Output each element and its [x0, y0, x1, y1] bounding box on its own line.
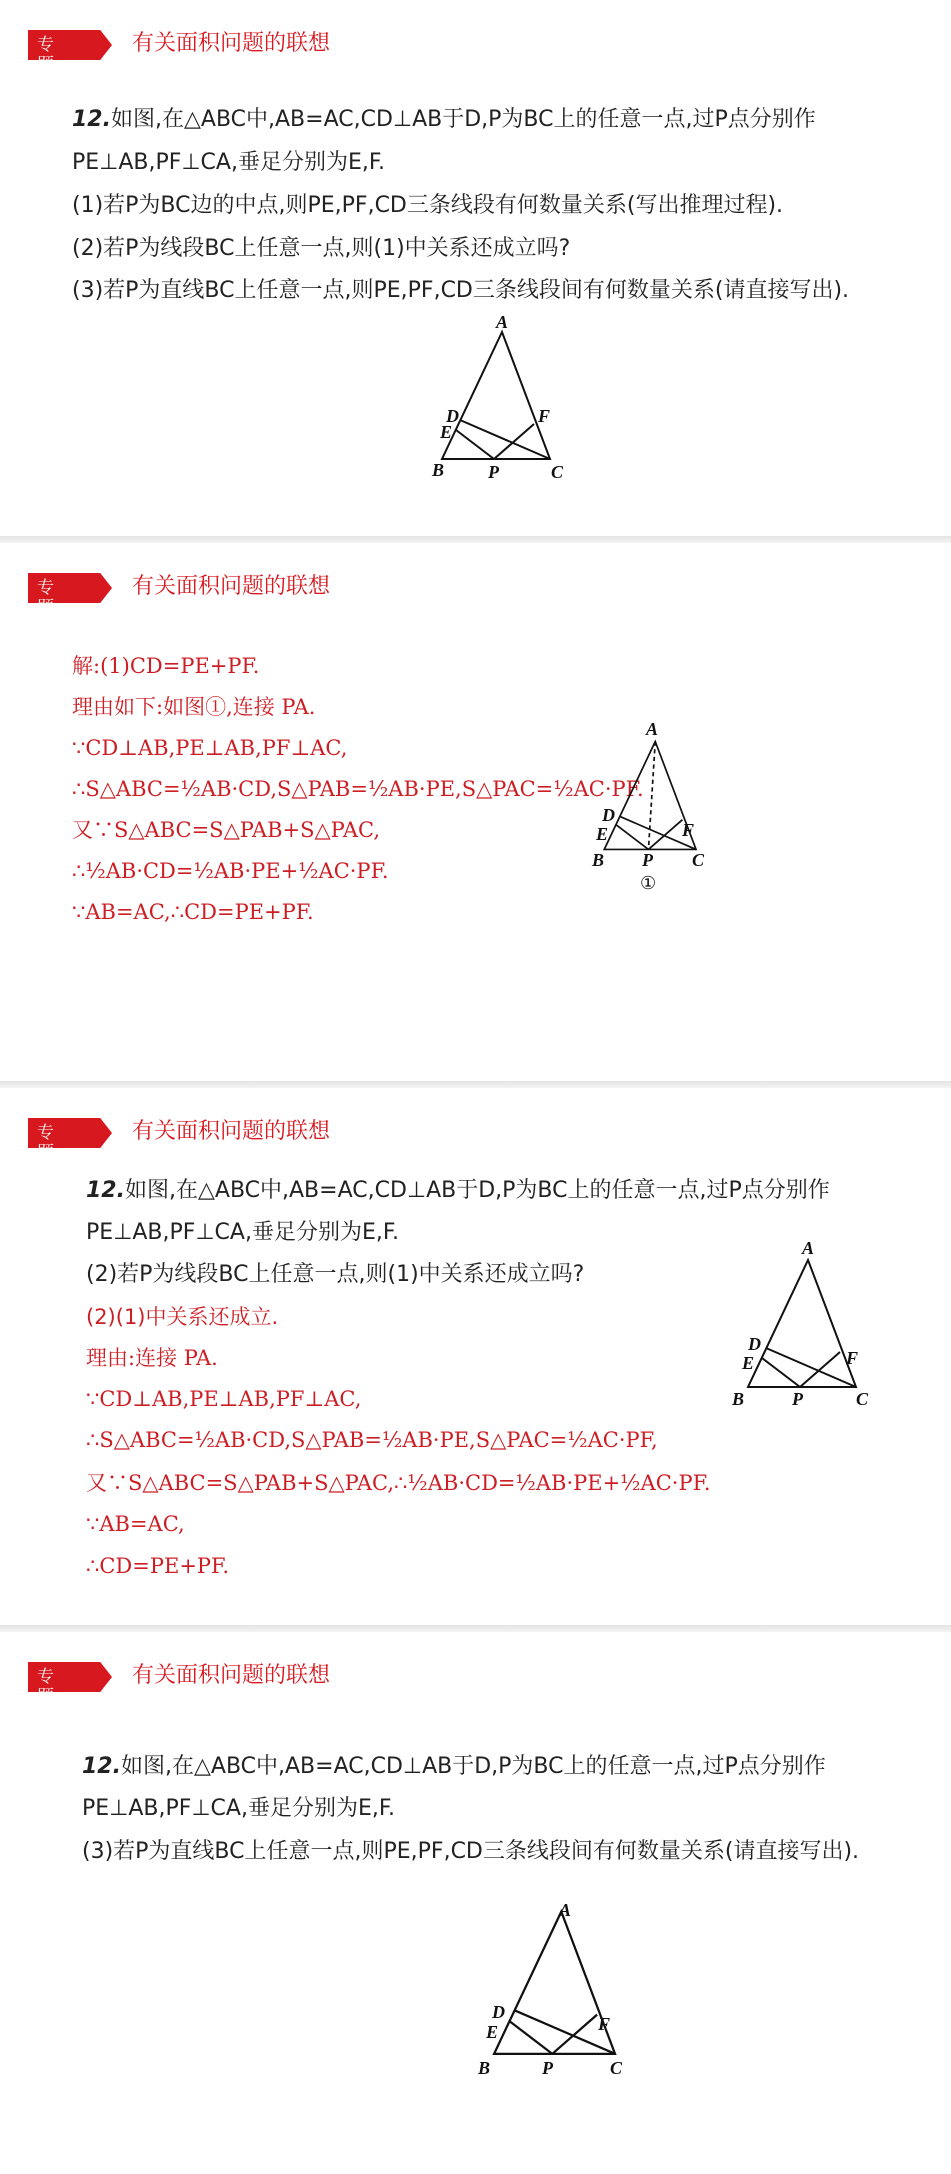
problem-intro-1: 12.如图,在△ABC中,AB=AC,CD⊥AB于D,P为BC上的任意一点,过P点分别作: [72, 107, 816, 132]
topic-title: 有关面积问题的联想: [132, 574, 331, 599]
label-p: P: [792, 1389, 803, 1409]
label-d: D: [748, 1334, 761, 1354]
solution-line: ∵AB=AC,∴CD=PE+PF.: [72, 900, 314, 924]
problem-intro-2: PE⊥AB,PF⊥CA,垂足分别为E,F.: [82, 1796, 395, 1821]
slide-separator: [0, 536, 951, 543]
question-1: (1)若P为BC边的中点,则PE,PF,CD三条线段有何数量关系(写出推理过程).: [72, 193, 784, 218]
triangle-figure-1: [580, 721, 750, 931]
label-d: D: [602, 805, 615, 825]
solution-line: 又∵S△ABC=S△PAB+S△PAC,: [72, 818, 381, 842]
label-e: E: [742, 1353, 755, 1373]
label-b: B: [592, 850, 605, 870]
slide-separator: [0, 1625, 951, 1632]
problem-intro-1: 12.如图,在△ABC中,AB=AC,CD⊥AB于D,P为BC上的任意一点,过P点分别作: [82, 1754, 826, 1779]
topic-title: 有关面积问题的联想: [132, 1119, 331, 1144]
label-c: C: [551, 462, 564, 482]
question-3: (3)若P为直线BC上任意一点,则PE,PF,CD三条线段间有何数量关系(请直接写出).: [82, 1839, 860, 1864]
solution-line: ∴S△ABC=½AB·CD,S△PAB=½AB·PE,S△PAC=½AC·PF.: [72, 777, 644, 801]
question-2: (2)若P为线段BC上任意一点,则(1)中关系还成立吗?: [72, 236, 571, 261]
label-f: F: [598, 2014, 611, 2034]
solution-line: 理由:连接 PA.: [86, 1346, 218, 1370]
label-c: C: [856, 1389, 869, 1409]
solution-line: ∴S△ABC=½AB·CD,S△PAB=½AB·PE,S△PAC=½AC·PF,: [86, 1428, 658, 1452]
solution-line: ∴½AB·CD=½AB·PE+½AC·PF.: [72, 859, 389, 883]
topic-title: 有关面积问题的联想: [132, 31, 331, 56]
triangle-figure: [470, 1894, 654, 2114]
slide-3: 专题三 有关面积问题的联想 12.如图,在△ABC中,AB=AC,CD⊥AB于D,P为BC上的任意一点,过P点分别作 PE⊥AB,PF⊥CA,垂足分别为E,F. (2)若P为线段BC上任意一点,则(1)中关系还成立吗? (2)(1)中关系还成立. 理由:连接 PA. ∵CD⊥AB,PE⊥AB,PF⊥AC, ∴S△ABC=½AB·CD,S△PAB=½AB·PE,S△PAC=½AC·PF, 又∵S△ABC=S△PAB+S△PAC,∴½AB·CD=½AB·PE+½AC·PF. ∵AB=AC, ∴CD=PE+PF. A B C D E F P: [0, 1088, 951, 1625]
label-p: P: [542, 2058, 553, 2078]
label-d: D: [492, 2002, 505, 2022]
problem-intro-2: PE⊥AB,PF⊥CA,垂足分别为E,F.: [72, 150, 385, 175]
solution-line: ∴CD=PE+PF.: [86, 1554, 230, 1578]
slide-2: 专题三 有关面积问题的联想 解:(1)CD=PE+PF. 理由如下:如图①,连接 PA. ∵CD⊥AB,PE⊥AB,PF⊥AC, ∴S△ABC=½AB·CD,S△PAB=½AB·PE,S△PAC=½AC·PF. 又∵S△ABC=S△PAB+S△PAC, ∴½AB·CD=½AB·PE+½AC·PF. ∵AB=AC,∴CD=PE+PF. A B C D E F P ①: [0, 543, 951, 1081]
triangle-figure: [422, 312, 602, 512]
solution-line: 又∵S△ABC=S△PAB+S△PAC,∴½AB·CD=½AB·PE+½AC·PF.: [86, 1471, 711, 1495]
figure-number: ①: [640, 873, 657, 893]
label-p: P: [642, 850, 653, 870]
solution-line: 解:(1)CD=PE+PF.: [72, 654, 260, 678]
label-f: F: [682, 820, 695, 840]
label-b: B: [732, 1389, 745, 1409]
triangle-figure: [716, 1238, 906, 1438]
label-a: A: [559, 1900, 572, 1920]
label-c: C: [692, 850, 705, 870]
label-a: A: [802, 1238, 815, 1258]
label-e: E: [596, 824, 609, 844]
label-e: E: [486, 2022, 499, 2042]
topic-title: 有关面积问题的联想: [132, 1663, 331, 1688]
slide-1: 专题三 有关面积问题的联想 12.如图,在△ABC中,AB=AC,CD⊥AB于D,P为BC上的任意一点,过P点分别作 PE⊥AB,PF⊥CA,垂足分别为E,F. (1)若P为BC边的中点,则PE,PF,CD三条线段有何数量关系(写出推理过程). (2)若P为线段BC上任意一点,则(1)中关系还成立吗? (3)若P为直线BC上任意一点,则PE,PF,CD三条线段间有何数量关系(请直接写出). A B C D E F P: [0, 0, 951, 536]
solution-line: 理由如下:如图①,连接 PA.: [72, 695, 316, 719]
figure-frame: [470, 1894, 670, 2144]
label-a: A: [646, 721, 659, 739]
solution-line: ∵AB=AC,: [86, 1512, 185, 1536]
slide-separator: [0, 1081, 951, 1088]
question-2: (2)若P为线段BC上任意一点,则(1)中关系还成立吗?: [86, 1262, 585, 1287]
label-c: C: [610, 2058, 623, 2078]
label-p: P: [488, 462, 499, 482]
label-e: E: [440, 422, 453, 442]
solution-line: (2)(1)中关系还成立.: [86, 1305, 279, 1329]
label-f: F: [846, 1348, 859, 1368]
solution-line: ∵CD⊥AB,PE⊥AB,PF⊥AC,: [72, 736, 348, 760]
slide-4: 专题三 有关面积问题的联想 12.如图,在△ABC中,AB=AC,CD⊥AB于D,P为BC上的任意一点,过P点分别作 PE⊥AB,PF⊥CA,垂足分别为E,F. (3)若P为直线BC上任意一点,则PE,PF,CD三条线段间有何数量关系(请直接写出). A B C D E F P: [0, 1632, 951, 2174]
question-3: (3)若P为直线BC上任意一点,则PE,PF,CD三条线段间有何数量关系(请直接写出).: [72, 278, 850, 303]
label-f: F: [538, 406, 551, 426]
problem-intro-2: PE⊥AB,PF⊥CA,垂足分别为E,F.: [86, 1220, 399, 1245]
label-b: B: [478, 2058, 491, 2078]
label-d: D: [446, 406, 459, 426]
problem-intro-1: 12.如图,在△ABC中,AB=AC,CD⊥AB于D,P为BC上的任意一点,过P点分别作: [86, 1178, 830, 1203]
label-a: A: [496, 312, 509, 332]
solution-line: ∵CD⊥AB,PE⊥AB,PF⊥AC,: [86, 1387, 362, 1411]
label-b: B: [432, 460, 445, 480]
